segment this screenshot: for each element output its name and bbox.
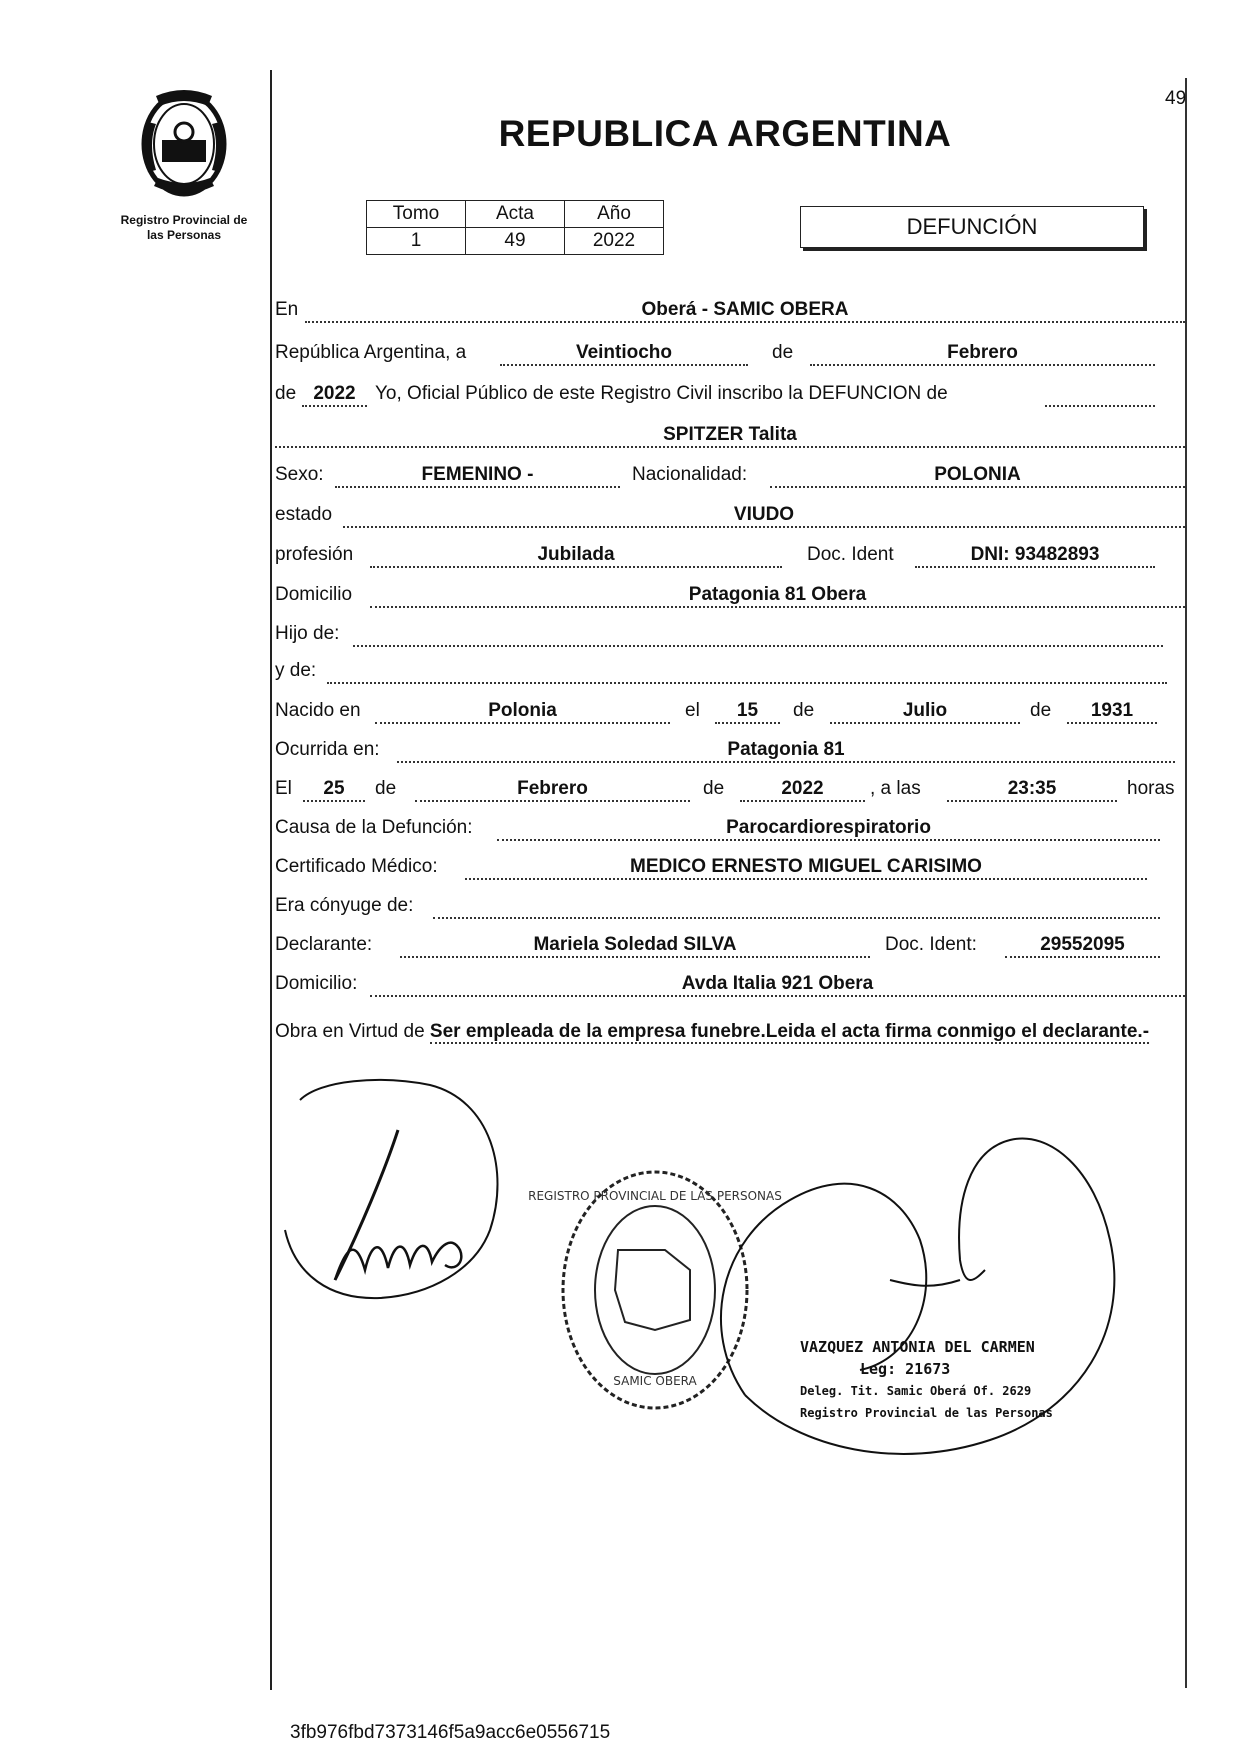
deceased-name: SPITZER Talita	[275, 422, 1185, 448]
fecha-de1: de	[375, 778, 397, 799]
nacido-place: Polonia	[375, 698, 670, 724]
nacido-de2: de	[1030, 700, 1052, 721]
declarante-doc-label: Doc. Ident:	[885, 934, 977, 955]
officer-legajo: Leg: 21673	[860, 1360, 951, 1378]
ocurrida-label: Ocurrida en:	[275, 739, 380, 760]
nacionalidad-value: POLONIA	[770, 462, 1185, 488]
registry-seal-stamp	[563, 1172, 747, 1408]
fecha-de2: de	[703, 778, 725, 799]
record-type-box: DEFUNCIÓN	[800, 206, 1144, 248]
causa-value: Parocardiorespiratorio	[497, 815, 1160, 841]
republica-day: Veintiocho	[500, 340, 748, 366]
republica-label: República Argentina, a	[275, 342, 467, 363]
seal-text-top: REGISTRO PROVINCIAL DE LAS PERSONAS	[528, 1189, 782, 1203]
fecha-year: 2022	[740, 776, 865, 802]
fecha-day: 25	[303, 776, 365, 802]
obra-value: Ser empleada de la empresa funebre.Leida el acta firma conmigo el declarante.-	[429, 1021, 1150, 1042]
declarante-value: Mariela Soledad SILVA	[400, 932, 870, 958]
document-title: REPUBLICA ARGENTINA	[498, 113, 952, 154]
ano-value: 2022	[565, 228, 664, 255]
profesion-value: Jubilada	[370, 542, 782, 568]
en-value: Oberá - SAMIC OBERA	[305, 297, 1185, 323]
inscription-year: 2022	[302, 381, 367, 407]
declarant-signature	[285, 1080, 498, 1298]
officer-name: VAZQUEZ ANTONIA DEL CARMEN	[800, 1338, 1035, 1356]
domicilio-value: Patagonia 81 Obera	[370, 582, 1185, 608]
nacido-de1: de	[793, 700, 815, 721]
officer-position: Deleg. Tit. Samic Oberá Of. 2629	[800, 1384, 1032, 1398]
obra-label: Obra en Virtud de	[275, 1021, 425, 1042]
declarante-domicilio-value: Avda Italia 921 Obera	[370, 971, 1185, 997]
tomo-header: Tomo	[367, 201, 466, 228]
fecha-a-las: , a las	[870, 778, 921, 799]
certificado-value: MEDICO ERNESTO MIGUEL CARISIMO	[465, 854, 1147, 880]
officer-stamp	[800, 1336, 1100, 1424]
acta-header: Acta	[466, 201, 565, 228]
fecha-horas: horas	[1127, 778, 1175, 799]
fecha-el: El	[275, 778, 292, 799]
certificado-label: Certificado Médico:	[275, 856, 438, 877]
inscription-text: Yo, Oficial Público de este Registro Civil inscribo la DEFUNCION de	[375, 383, 948, 404]
nacido-day: 15	[715, 698, 780, 724]
domicilio-label: Domicilio	[275, 584, 353, 605]
officer-registry: Registro Provincial de las Personas	[800, 1406, 1053, 1420]
nacionalidad-label: Nacionalidad:	[632, 464, 748, 485]
acta-value: 49	[466, 228, 565, 255]
y-de-label: y de:	[275, 660, 317, 681]
estado-label: estado	[275, 504, 333, 525]
page-number: 49	[1165, 88, 1187, 109]
nacido-month: Julio	[830, 698, 1020, 724]
republica-de: de	[772, 342, 794, 363]
seal-text-bottom: SAMIC OBERA	[613, 1374, 697, 1388]
declarante-domicilio-label: Domicilio:	[275, 973, 358, 994]
republica-month: Febrero	[810, 340, 1155, 366]
registry-name-line1: Registro Provincial de	[120, 213, 248, 227]
nacido-year: 1931	[1067, 698, 1157, 724]
hijo-de-label: Hijo de:	[275, 623, 340, 644]
ano-header: Año	[565, 201, 664, 228]
profesion-label: profesión	[275, 544, 354, 565]
declarante-doc-value: 29552095	[1005, 932, 1160, 958]
fecha-time: 23:35	[947, 776, 1117, 802]
nacido-label: Nacido en	[275, 700, 361, 721]
sexo-label: Sexo:	[275, 464, 324, 485]
document-hash: 3fb976fbd7373146f5a9acc6e0556715	[290, 1722, 611, 1743]
tomo-value: 1	[367, 228, 466, 255]
nacido-el: el	[685, 700, 700, 721]
conyuge-label: Era cónyuge de:	[275, 895, 414, 916]
declarante-label: Declarante:	[275, 934, 373, 955]
sexo-value: FEMENINO -	[335, 462, 620, 488]
en-label: En	[275, 299, 299, 320]
registry-name-line2: las Personas	[146, 228, 222, 242]
doc-ident-label: Doc. Ident	[807, 544, 894, 565]
fecha-month: Febrero	[415, 776, 690, 802]
year-de: de	[275, 383, 297, 404]
causa-label: Causa de la Defunción:	[275, 817, 473, 838]
ocurrida-value: Patagonia 81	[397, 737, 1175, 763]
estado-value: VIUDO	[343, 502, 1185, 528]
doc-ident-value: DNI: 93482893	[915, 542, 1155, 568]
